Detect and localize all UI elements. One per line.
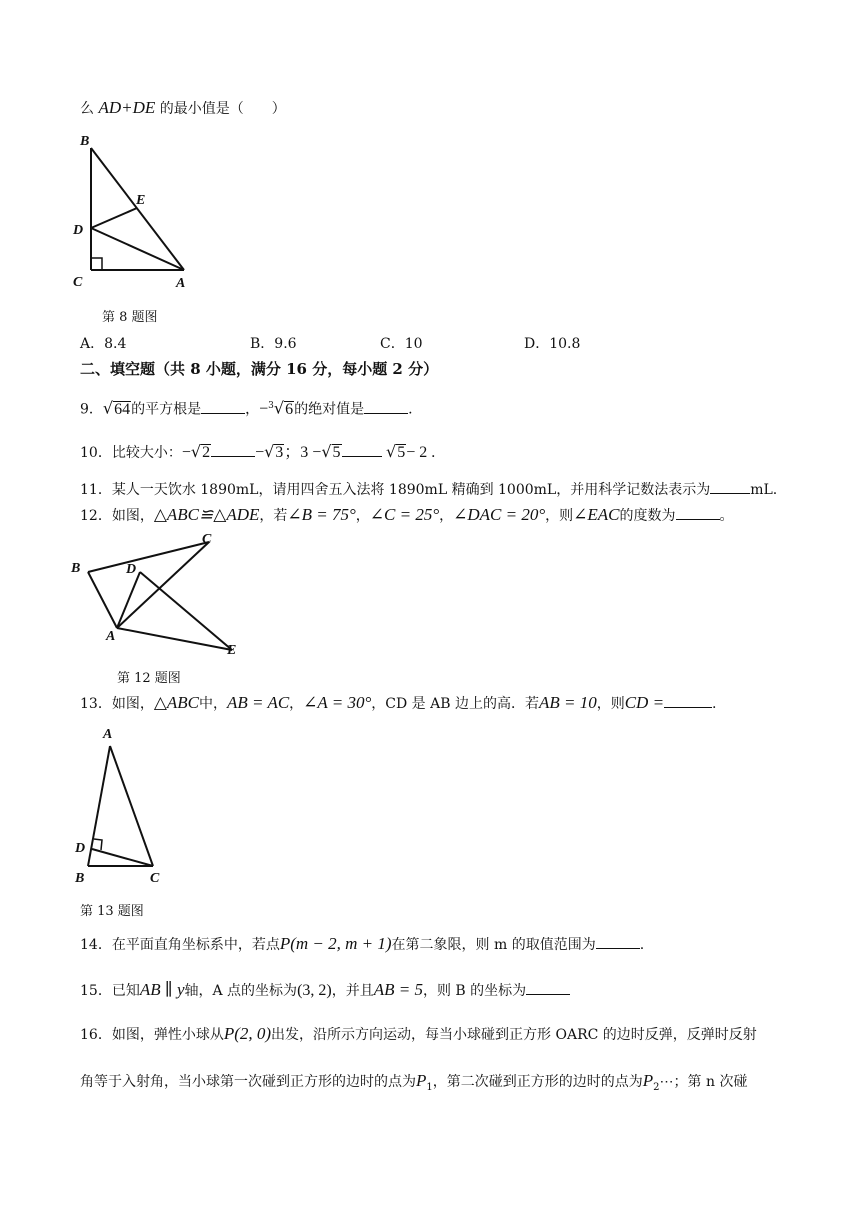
q15-eq: AB = 5 [373, 980, 423, 999]
section-2-title: 二、填空题（共 8 小题，满分 16 分，每小题 2 分） [80, 360, 439, 378]
fig12-label-e: E [227, 643, 237, 658]
q10-blank-1[interactable] [211, 442, 255, 457]
q9-cube-radicand: 6 [285, 400, 294, 418]
q13-line [80, 693, 717, 714]
q16-text-2: 出发，沿所示方向运动，每当小球碰到正方形 OARC 的边时反弹，反弹时反射 [271, 1027, 757, 1043]
q11-text: 11．某人一天饮水 1890mL，请用四舍五入法将 1890mL 精确到 1000mL，并用科学记数法表示为 [80, 482, 711, 498]
q12-blank[interactable] [676, 505, 720, 520]
q9-neg: − [259, 400, 269, 418]
q14-point: P(m − 2, m + 1) [279, 934, 392, 953]
q13-text-4: ，则 [596, 696, 625, 712]
q15-text-1: 轴，A 点的坐标为 [184, 983, 298, 999]
q12-line [80, 505, 734, 526]
fig12-label-c: C [202, 532, 212, 547]
q12-angle-b: ∠B = 75° [287, 505, 356, 524]
fig8-label-a: A [176, 276, 186, 291]
fig8-label-b: B [80, 134, 90, 149]
q11-blank[interactable] [710, 479, 750, 494]
q12-congruence: △ABC≌△ADE [153, 505, 260, 524]
q8-tail-line [80, 98, 286, 119]
fig8-label-d: D [73, 223, 84, 238]
q8-prefix: 么 [80, 101, 94, 117]
q15-coord: (3, 2) [297, 982, 332, 999]
q13-text-2: ， [289, 696, 304, 712]
q15-number: 15．已知 [80, 983, 140, 999]
q10-tail: − 2 . [406, 444, 436, 461]
q14-text-1: 在第二象限，则 m 的取值范围为 [391, 937, 596, 953]
q16-p2-sub: 2 [653, 1081, 660, 1093]
q9-blank-1[interactable] [201, 399, 245, 414]
q8-option-c: C．10 [380, 336, 423, 352]
q15-text-2: ，并且 [331, 983, 374, 999]
fig13-label-d: D [75, 841, 86, 856]
q16-text-3: 角等于入射角，当小球第一次碰到正方形的边时的点为 [80, 1074, 416, 1090]
q13-number: 13．如图， [80, 696, 154, 712]
q13-eq-2: AB = 10 [538, 693, 597, 712]
q12-angle-c: ∠C = 25° [369, 505, 440, 524]
q16-text-1: 16．如图，弹性小球从 [80, 1027, 224, 1043]
figure-13 [68, 722, 178, 892]
q9-text-2: ， [245, 401, 260, 418]
fig12-label-a: A [106, 629, 116, 644]
fig12-caption: 第 12 题图 [117, 671, 181, 686]
figure-12 [66, 528, 251, 663]
q13-text-1: 中， [199, 696, 228, 712]
q13-end: . [712, 696, 717, 712]
q15-parallel: AB ∥ y [139, 980, 185, 999]
q12-text-2: ， [355, 508, 370, 524]
q11-unit: mL. [750, 482, 778, 498]
q13-eq-1: AB = AC [227, 693, 290, 712]
q12-angle-dac: ∠DAC = 20° [453, 505, 546, 524]
q15-line [80, 980, 570, 1001]
q13-triangle: △ABC [153, 693, 200, 712]
q12-end: 。 [719, 508, 734, 524]
q10-line: 10．比较大小：−√2 −√3；3 −√5 √5− 2 . [80, 442, 436, 461]
q12-angle-eac: ∠EAC [573, 505, 620, 524]
q16-text-4: ，第二次碰到正方形的边时的点为 [432, 1074, 643, 1090]
q14-line [80, 934, 644, 955]
fig13-caption: 第 13 题图 [80, 904, 144, 919]
q9-end: . [408, 401, 413, 418]
q16-p1-sub: 1 [426, 1081, 433, 1093]
q14-blank[interactable] [596, 934, 640, 949]
q15-text-3: ，则 B 的坐标为 [422, 983, 527, 999]
q13-text-3: ，CD 是 AB 边上的高．若 [371, 696, 539, 712]
fig8-label-e: E [136, 193, 146, 208]
q10-separator: ；3 − [284, 444, 322, 461]
fig13-label-c: C [150, 871, 160, 886]
q15-blank[interactable] [526, 980, 570, 995]
q10-sqrt-a: 2 [202, 444, 211, 461]
q8-suffix: 的最小值是（ ） [159, 101, 286, 117]
fig13-label-a: A [103, 727, 113, 742]
q16-point: P(2, 0) [223, 1024, 272, 1043]
q9-line: 9．√64的平方根是 ，−$^3$√6的绝对值是 . [80, 398, 413, 418]
q12-text-4: ，则 [545, 508, 574, 524]
q10-sqrt-c: 5 [332, 444, 341, 461]
q9-text-1: 的平方根是 [131, 401, 202, 418]
q13-cd: CD = [624, 693, 665, 712]
fig13-label-b: B [75, 871, 85, 886]
q10-sqrt-b: 3 [275, 444, 284, 461]
q16-line-2 [80, 1071, 747, 1098]
fig8-caption: 第 8 题图 [102, 310, 158, 325]
q12-text-1: ，若 [259, 508, 288, 524]
fig12-label-b: B [71, 561, 81, 576]
q12-text-5: 的度数为 [619, 508, 676, 524]
q9-cube-index: 3 [268, 401, 274, 411]
q8-option-d: D．10.8 [524, 336, 581, 352]
q11-line [80, 479, 777, 500]
q8-option-b: B．9.6 [250, 336, 297, 352]
q10-sqrt-d: 5 [397, 444, 406, 461]
q16-text-5: ⋯；第 n 次碰 [659, 1074, 748, 1090]
q9-blank-2[interactable] [364, 399, 408, 414]
figure-8 [66, 130, 206, 295]
q8-option-a: A．8.4 [80, 336, 127, 352]
fig12-label-d: D [126, 562, 137, 577]
q14-end: . [639, 937, 645, 953]
q12-number: 12．如图， [80, 508, 154, 524]
q12-text-3: ， [439, 508, 454, 524]
q16-p1: P [416, 1071, 427, 1090]
q14-number: 14．在平面直角坐标系中，若点 [80, 937, 280, 953]
q9-text-3: 的绝对值是 [294, 401, 365, 418]
q9-number: 9． [80, 401, 103, 418]
q16-p2: P [642, 1071, 654, 1090]
q16-line-1 [80, 1024, 757, 1045]
q10-number: 10．比较大小： [80, 445, 182, 461]
q13-angle: ∠A = 30° [303, 693, 372, 712]
q9-radicand: 64 [114, 400, 131, 418]
q13-blank[interactable] [664, 693, 712, 708]
fig8-label-c: C [73, 275, 83, 290]
q10-blank-2[interactable] [342, 442, 382, 457]
q8-expression: AD+DE [98, 98, 156, 117]
